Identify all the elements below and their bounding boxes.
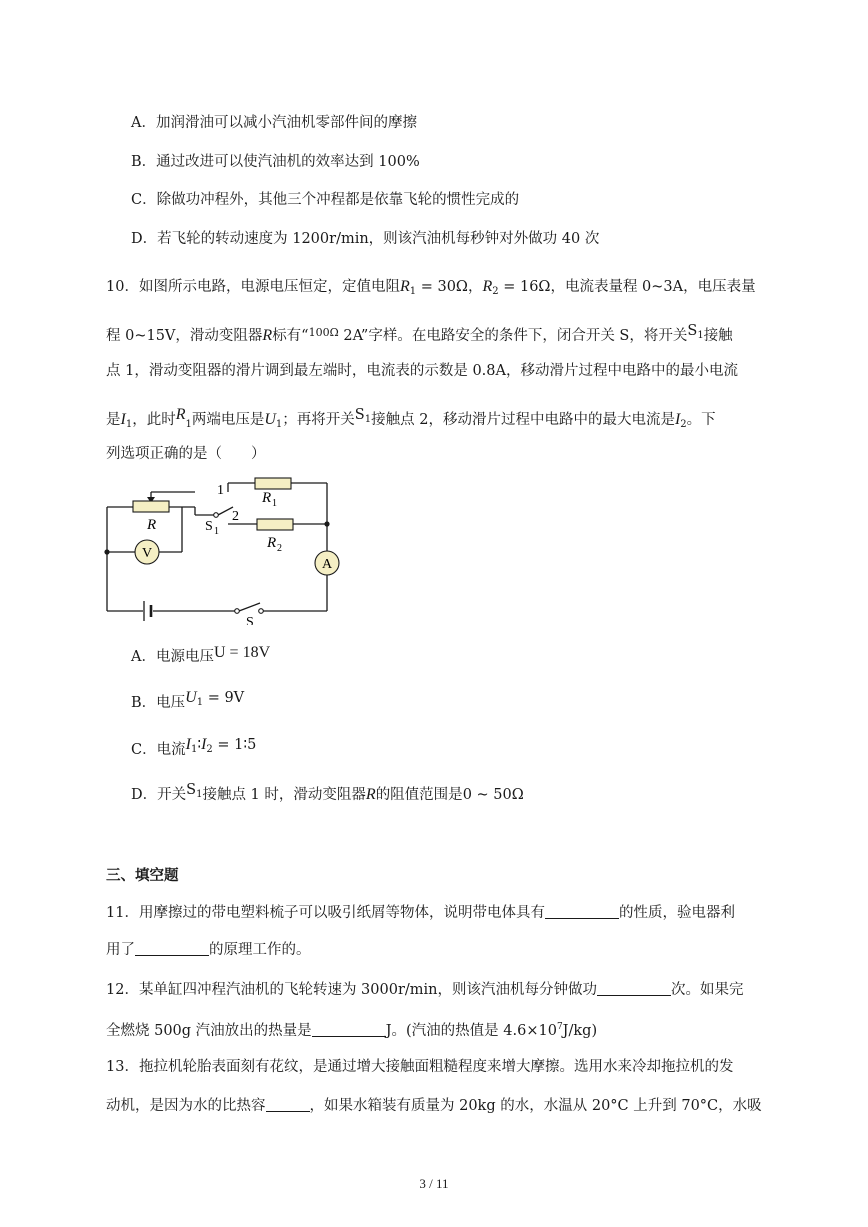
label-s1: S xyxy=(205,519,213,534)
rheostat-r xyxy=(133,501,169,512)
q10-option-d: D．开关$S_1$接触点 1 时，滑动变阻器R的阻值范围是0 ~ 50Ω xyxy=(131,782,524,803)
answer-blank[interactable] xyxy=(135,940,209,956)
q10-line-4: 是$I_1$，此时$R_1$两端电压是$U_1$；再将开关$S_1$接触点 2，移动滑片过程中电路中的最大电流是$I_2$。下 xyxy=(106,406,716,430)
ammeter xyxy=(315,551,339,575)
q9-option-b: B．通过改进可以使汽油机的效率达到 100% xyxy=(131,154,420,170)
page-number: 3 / 11 xyxy=(419,1176,449,1191)
label-contact-2: 2 xyxy=(232,509,239,524)
q10-option-b: B．电压$U_1 = 9V$ xyxy=(131,689,245,711)
svg-text:A: A xyxy=(321,557,333,572)
label-s1-sub: 1 xyxy=(214,526,219,537)
q11-line-1: 11．用摩擦过的带电塑料梳子可以吸引纸屑等物体，说明带电体具有 的性质，验电器利 xyxy=(106,905,735,921)
q13-line-1: 13．拖拉机轮胎表面刻有花纹，是通过增大接触面粗糙程度来增大摩擦。选用水来冷却拖拉机的发 xyxy=(106,1059,734,1075)
label-r: R xyxy=(147,517,157,533)
answer-blank[interactable] xyxy=(545,903,619,919)
q13-line-2: 动机，是因为水的比热容 ，如果水箱装有质量为 20kg 的水，水温从 20°C 上升到 70°C，水吸 xyxy=(106,1098,762,1114)
answer-blank[interactable] xyxy=(312,1021,386,1037)
label-r1-sub: 1 xyxy=(272,498,277,509)
label-r2: R xyxy=(267,535,277,551)
q9-option-d: D．若飞轮的转动速度为 1200r/min，则该汽油机每秒钟对外做功 40 次 xyxy=(131,231,600,247)
q12-line-2: 全燃烧 500g 汽油放出的热量是 J。(汽油的热值是 $4.6\times 10^7J/kg$) xyxy=(106,1022,598,1039)
resistor-r2 xyxy=(257,519,293,530)
label-s: S xyxy=(246,615,254,625)
battery-icon xyxy=(144,601,151,621)
q10-line-5: 列选项正确的是（ ） xyxy=(106,446,266,462)
label-r1: R xyxy=(262,490,272,506)
q10-option-c: C．电流$I_1∶I_2$ = 1∶5 xyxy=(131,736,257,758)
answer-blank[interactable] xyxy=(597,980,671,996)
q10-line-1: 10．如图所示电路，电源电压恒定，定值电阻$R_1 = 30\Omega$，$R_2 = 16\Omega$，电流表量程 0~3A，电压表量 xyxy=(106,278,756,297)
svg-text:V: V xyxy=(141,546,153,561)
label-r2-sub: 2 xyxy=(277,543,282,554)
label-contact-1: 1 xyxy=(217,483,224,498)
q10-line-3: 点 1，滑动变阻器的滑片调到最左端时，电流表的示数是 0.8A，移动滑片过程中电路中的最小电流 xyxy=(106,363,738,379)
q9-option-a: A．加润滑油可以减小汽油机零部件间的摩擦 xyxy=(131,115,417,131)
q12-line-1: 12．某单缸四冲程汽油机的飞轮转速为 3000r/min，则该汽油机每分钟做功 次。如果完 xyxy=(106,982,744,998)
voltmeter xyxy=(135,540,159,564)
q10-line-2: 程 0~15V，滑动变阻器R标有“$^{100\Omega}$ 2A”字样。在电路安全的条件下，闭合开关 S，将开关$S_1$接触 xyxy=(106,323,733,344)
q10-option-a: A．电源电压U = 18V xyxy=(131,644,271,665)
section-title: 三、填空题 xyxy=(106,868,179,884)
resistor-r1 xyxy=(255,478,291,489)
q11-line-2: 用了 的原理工作的。 xyxy=(106,942,311,958)
answer-blank[interactable] xyxy=(266,1096,310,1112)
q9-option-c: C．除做功冲程外，其他三个冲程都是依靠飞轮的惯性完成的 xyxy=(131,192,520,208)
circuit-diagram xyxy=(100,475,340,625)
